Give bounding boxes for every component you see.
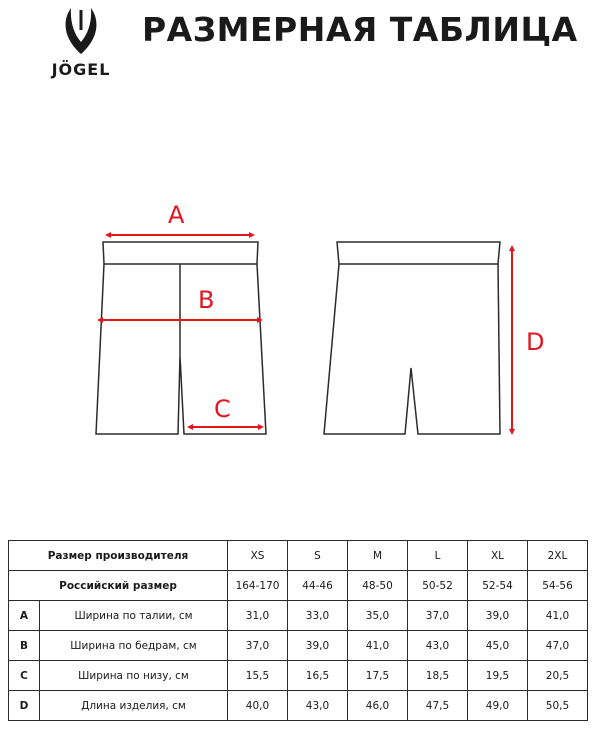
label-b: B bbox=[198, 286, 215, 314]
table-row bbox=[9, 691, 588, 721]
table-cell: 33,0 bbox=[288, 601, 348, 631]
table-cell: 2XL bbox=[528, 541, 588, 571]
table-cell: XL bbox=[468, 541, 528, 571]
table-cell: 17,5 bbox=[348, 661, 408, 691]
table-cell: 41,0 bbox=[348, 631, 408, 661]
table-cell: 20,5 bbox=[528, 661, 588, 691]
table-cell: 45,0 bbox=[468, 631, 528, 661]
table-cell: 50,5 bbox=[528, 691, 588, 721]
page-title: РАЗМЕРНАЯ ТАБЛИЦА bbox=[142, 10, 578, 49]
table-cell: 39,0 bbox=[288, 631, 348, 661]
table-cell: 52-54 bbox=[468, 571, 528, 601]
table-row bbox=[9, 571, 588, 601]
table-row bbox=[9, 541, 588, 571]
size-table bbox=[8, 540, 588, 721]
table-cell: 35,0 bbox=[348, 601, 408, 631]
brand-emblem-icon bbox=[62, 6, 100, 56]
table-row bbox=[9, 601, 588, 631]
table-row bbox=[9, 631, 588, 661]
table-cell: S bbox=[288, 541, 348, 571]
table-cell: 15,5 bbox=[228, 661, 288, 691]
russian-size-header: Российский размер bbox=[9, 571, 228, 601]
table-cell: 47,0 bbox=[528, 631, 588, 661]
table-cell: 40,0 bbox=[228, 691, 288, 721]
shorts-diagram bbox=[0, 180, 593, 450]
table-cell: 19,5 bbox=[468, 661, 528, 691]
row-letter: A bbox=[9, 601, 40, 631]
label-a: A bbox=[168, 201, 185, 229]
row-letter: D bbox=[9, 691, 40, 721]
shorts-back-outline bbox=[324, 242, 500, 434]
table-cell: 44-46 bbox=[288, 571, 348, 601]
table-cell: 37,0 bbox=[408, 601, 468, 631]
label-c: C bbox=[214, 395, 231, 423]
manufacturer-size-header: Размер производителя bbox=[9, 541, 228, 571]
table-cell: 43,0 bbox=[408, 631, 468, 661]
row-letter: C bbox=[9, 661, 40, 691]
table-cell: 47,5 bbox=[408, 691, 468, 721]
table-cell: 164-170 bbox=[228, 571, 288, 601]
table-cell: 43,0 bbox=[288, 691, 348, 721]
row-label: Длина изделия, см bbox=[40, 691, 228, 721]
table-cell: 50-52 bbox=[408, 571, 468, 601]
table-cell: M bbox=[348, 541, 408, 571]
table-cell: L bbox=[408, 541, 468, 571]
brand-logo bbox=[40, 6, 122, 82]
table-cell: 18,5 bbox=[408, 661, 468, 691]
table-cell: 39,0 bbox=[468, 601, 528, 631]
table-row bbox=[9, 661, 588, 691]
row-letter: B bbox=[9, 631, 40, 661]
table-cell: 46,0 bbox=[348, 691, 408, 721]
shorts-front-outline bbox=[96, 242, 266, 434]
table-cell: 54-56 bbox=[528, 571, 588, 601]
table-cell: 31,0 bbox=[228, 601, 288, 631]
row-label: Ширина по талии, см bbox=[40, 601, 228, 631]
label-d: D bbox=[526, 328, 545, 356]
table-cell: 49,0 bbox=[468, 691, 528, 721]
row-label: Ширина по бедрам, см bbox=[40, 631, 228, 661]
table-cell: XS bbox=[228, 541, 288, 571]
table-cell: 41,0 bbox=[528, 601, 588, 631]
table-cell: 16,5 bbox=[288, 661, 348, 691]
table-cell: 37,0 bbox=[228, 631, 288, 661]
brand-wordmark: JÖGEL bbox=[51, 60, 111, 79]
row-label: Ширина по низу, см bbox=[40, 661, 228, 691]
table-cell: 48-50 bbox=[348, 571, 408, 601]
